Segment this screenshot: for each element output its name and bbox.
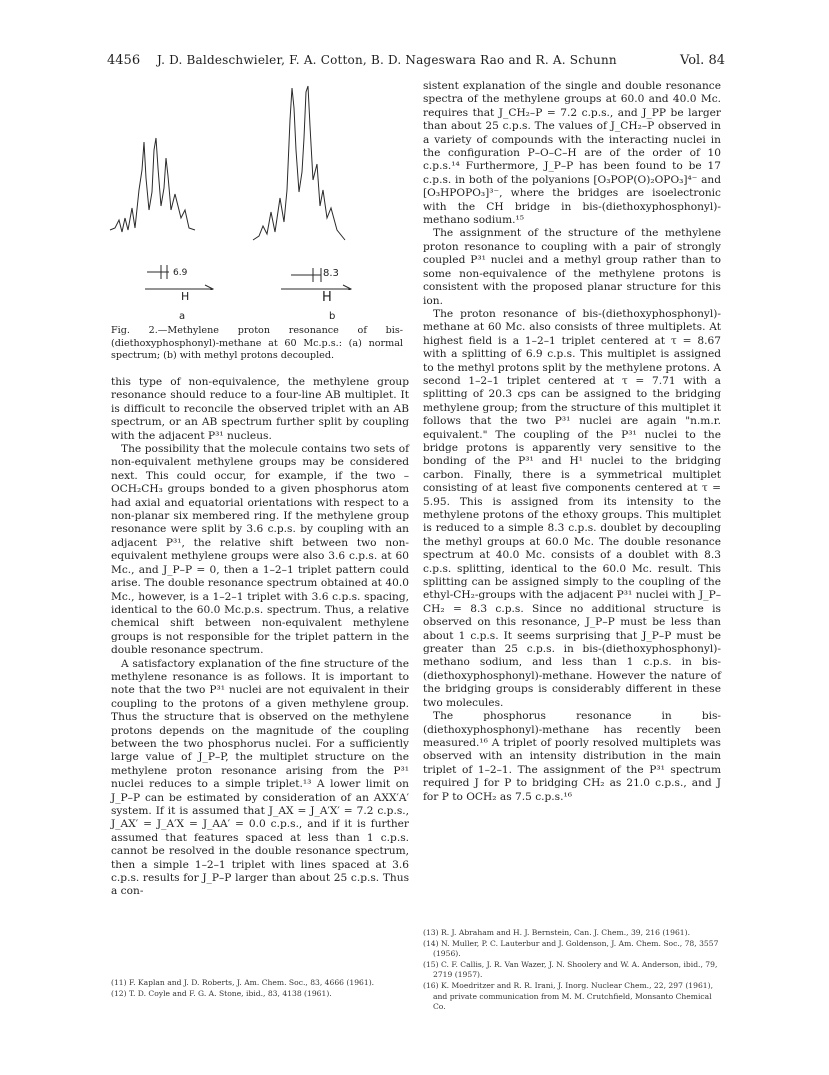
spectrum-b-trace	[253, 86, 345, 240]
volume-label: Vol. 84	[680, 53, 725, 68]
footnote: (11) F. Kaplan and J. D. Roberts, J. Am. Chem. Soc., 83, 4666 (1961).	[111, 978, 375, 987]
page-number: 4456	[107, 53, 141, 68]
footnote: (12) T. D. Coyle and F. G. A. Stone, ibid., 83, 4138 (1961).	[111, 988, 332, 998]
right-footnotes	[423, 928, 721, 1013]
left-paragraph: A satisfactory explanation of the fine structure of the methylene resonance is as follows. It is important to note that the two P³¹ nuclei are not equivalent in their coupling to the protons of a given methylene group. Thus the structure that is observed on the methylene protons depends on the magnitude of the coupling between the two phosphorus nuclei. For a sufficiently large value of J_P–P, the multiplet structure on the methylene proton resonance arising from the P³¹ nuclei reduces to a simple triplet.¹³ A lower limit on J_P–P can be estimated by consideration of an AXX′A′ system. If it is assumed that J_AX = J_A′X′ = 7.2 c.p.s., J_AX′ = J_A′X = J_AA′ = 0.0 c.p.s., and if it is further assumed that features spaced at less than 1 c.p.s. cannot be resolved in the double resonance spectrum, then a simple 1–2–1 triplet with lines spaced at 3.6 c.p.s. results for J_P–P larger than about 25 c.p.s. Thus a con-	[111, 657, 409, 898]
footnote: (14) N. Muller, P. C. Lauterbur and J. Goldenson, J. Am. Chem. Soc., 78, 3557 (1956).	[423, 938, 719, 959]
left-column	[111, 376, 409, 899]
nmr-spectrum-figure	[105, 80, 405, 290]
left-paragraph: this type of non-equivalence, the methylene group resonance should reduce to a four-line AB multiplet. It is difficult to reconcile the observed triplet with an AB spectrum, or an AB spectrum further split by coupling with the adjacent P³¹ nucleus.	[111, 376, 409, 442]
axis-label-a: H	[181, 290, 190, 303]
axis-label-b: H	[322, 290, 332, 305]
footnote: (16) K. Moedritzer and R. R. Irani, J. Inorg. Nuclear Chem., 22, 297 (1961), and private communication from M. M. Crutchfield, Monsanto Chemical Co.	[423, 980, 713, 1012]
panel-label-b: b	[329, 311, 336, 322]
running-header-authors: J. D. Baldeschwieler, F. A. Cotton, B. D. Nageswara Rao and R. A. Schunn	[157, 53, 617, 67]
panel-label-a: a	[179, 311, 186, 322]
right-paragraph: The assignment of the structure of the methylene proton resonance to coupling with a pair of strongly coupled P³¹ nuclei and a methyl group rather than to some non-equivalence of the methylene protons is consistent with the proposed planar structure for this ion.	[423, 227, 721, 307]
footnote: (15) C. F. Callis, J. R. Van Wazer, J. N. Shoolery and W. A. Anderson, ibid., 79, 2719 (1957).	[423, 959, 718, 980]
right-paragraph: sistent explanation of the single and double resonance spectra of the methylene groups at 60.0 and 40.0 Mc. requires that J_CH₂–P = 7.2 c.p.s., and J_PP be larger than about 25 c.p.s. The values of J_CH₂–P observed in a variety of compounds with the interacting nuclei in the configuration P–O–C–H are of the order of 10 c.p.s.¹⁴ Furthermore, J_P–P has been found to be 17 c.p.s. in both of the polyanions [O₃POP(O)₂OPO₃]⁴⁻ and [O₃HPOPO₃]³⁻, where the bridges are isoelectronic with the CH bridge in bis-(diethoxyphosphonyl)-methano sodium.¹⁵	[423, 80, 721, 227]
right-paragraph: The proton resonance of bis-(diethoxyphosphonyl)-methane at 60 Mc. also consists of three multiplets. At highest field is a 1–2–1 triplet centered at τ = 8.67 with a splitting of 6.9 c.p.s. This multiplet is assigned to the methyl protons split by the methylene protons. A second 1–2–1 triplet centered at τ = 7.71 with a splitting of 20.3 cps can be assigned to the bridging methylene group; from the structure of this multiplet it follows that the two P³¹ nuclei are again "n.m.r. equivalent." The coupling of the P³¹ nuclei to the bridge protons is apparently very sensitive to the bonding of the P³¹ and H¹ nuclei to the bridging carbon. Finally, there is a symmetrical multiplet consisting of at least five components centered at τ = 5.95. This is assigned from its intensity to the methylene protons of the ethoxy groups. This multiplet is reduced to a simple 8.3 c.p.s. doublet by decoupling the methyl groups at 60.0 Mc. The double resonance spectrum at 40.0 Mc. consists of a doublet with 8.3 c.p.s. splitting, identical to the 60.0 Mc. result. This splitting can be assigned simply to the coupling of the ethyl-CH₂-groups with the adjacent P³¹ nuclei with J_P–CH₂ = 8.3 c.p.s. Since no additional structure is observed on this resonance, J_P–P must be less than about 1 c.p.s. It seems surprising that J_P–P must be greater than 25 c.p.s. in bis-(diethoxyphosphonyl)-methano sodium, and less than 1 c.p.s. in bis-(diethoxyphosphonyl)-methane. However the nature of the bridging groups is considerably different in these two molecules.	[423, 307, 721, 709]
spacing-label-b: 8.3	[323, 268, 339, 279]
left-footnotes	[111, 978, 409, 999]
right-column	[423, 80, 721, 804]
figure-caption: Fig. 2.—Methylene proton resonance of bis-(diethoxyphosphonyl)-methane at 60 Mc.p.s.: (a) normal spectrum; (b) with methyl protons decoupled.	[111, 325, 403, 362]
left-paragraph: The possibility that the molecule contains two sets of non-equivalent methylene groups may be considered next. This could occur, for example, if the two –OCH₂CH₃ groups bonded to a given phosphorus atom had axial and equatorial orientations with respect to a non-planar six membered ring. If the methylene group resonance were split by 3.6 c.p.s. by coupling with an adjacent P³¹, the relative shift between two non-equivalent methylene groups were also 3.6 c.p.s. at 60 Mc., and J_P–P = 0, then a 1–2–1 triplet pattern could arise. The double resonance spectrum obtained at 40.0 Mc., however, is a 1–2–1 triplet with 3.6 c.p.s. spacing, identical to the 60.0 Mc.p.s. spectrum. Thus, a relative chemical shift between non-equivalent methylene groups is not responsible for the triplet pattern in the double resonance spectrum.	[111, 443, 409, 657]
spectrum-a-trace	[110, 138, 195, 232]
spacing-label-a: 6.9	[173, 268, 188, 278]
footnote: (13) R. J. Abraham and H. J. Bernstein, Can. J. Chem., 39, 216 (1961).	[423, 928, 691, 937]
right-paragraph: The phosphorus resonance in bis-(diethoxyphosphonyl)-methane has recently been measured.¹⁶ A triplet of poorly resolved multiplets was observed with an intensity distribution in the main triplet of 1–2–1. The assignment of the P³¹ spectrum required J for P to bridging CH₂ as 21.0 c.p.s., and J for P to OCH₂ as 7.5 c.p.s.¹⁶	[423, 710, 721, 803]
